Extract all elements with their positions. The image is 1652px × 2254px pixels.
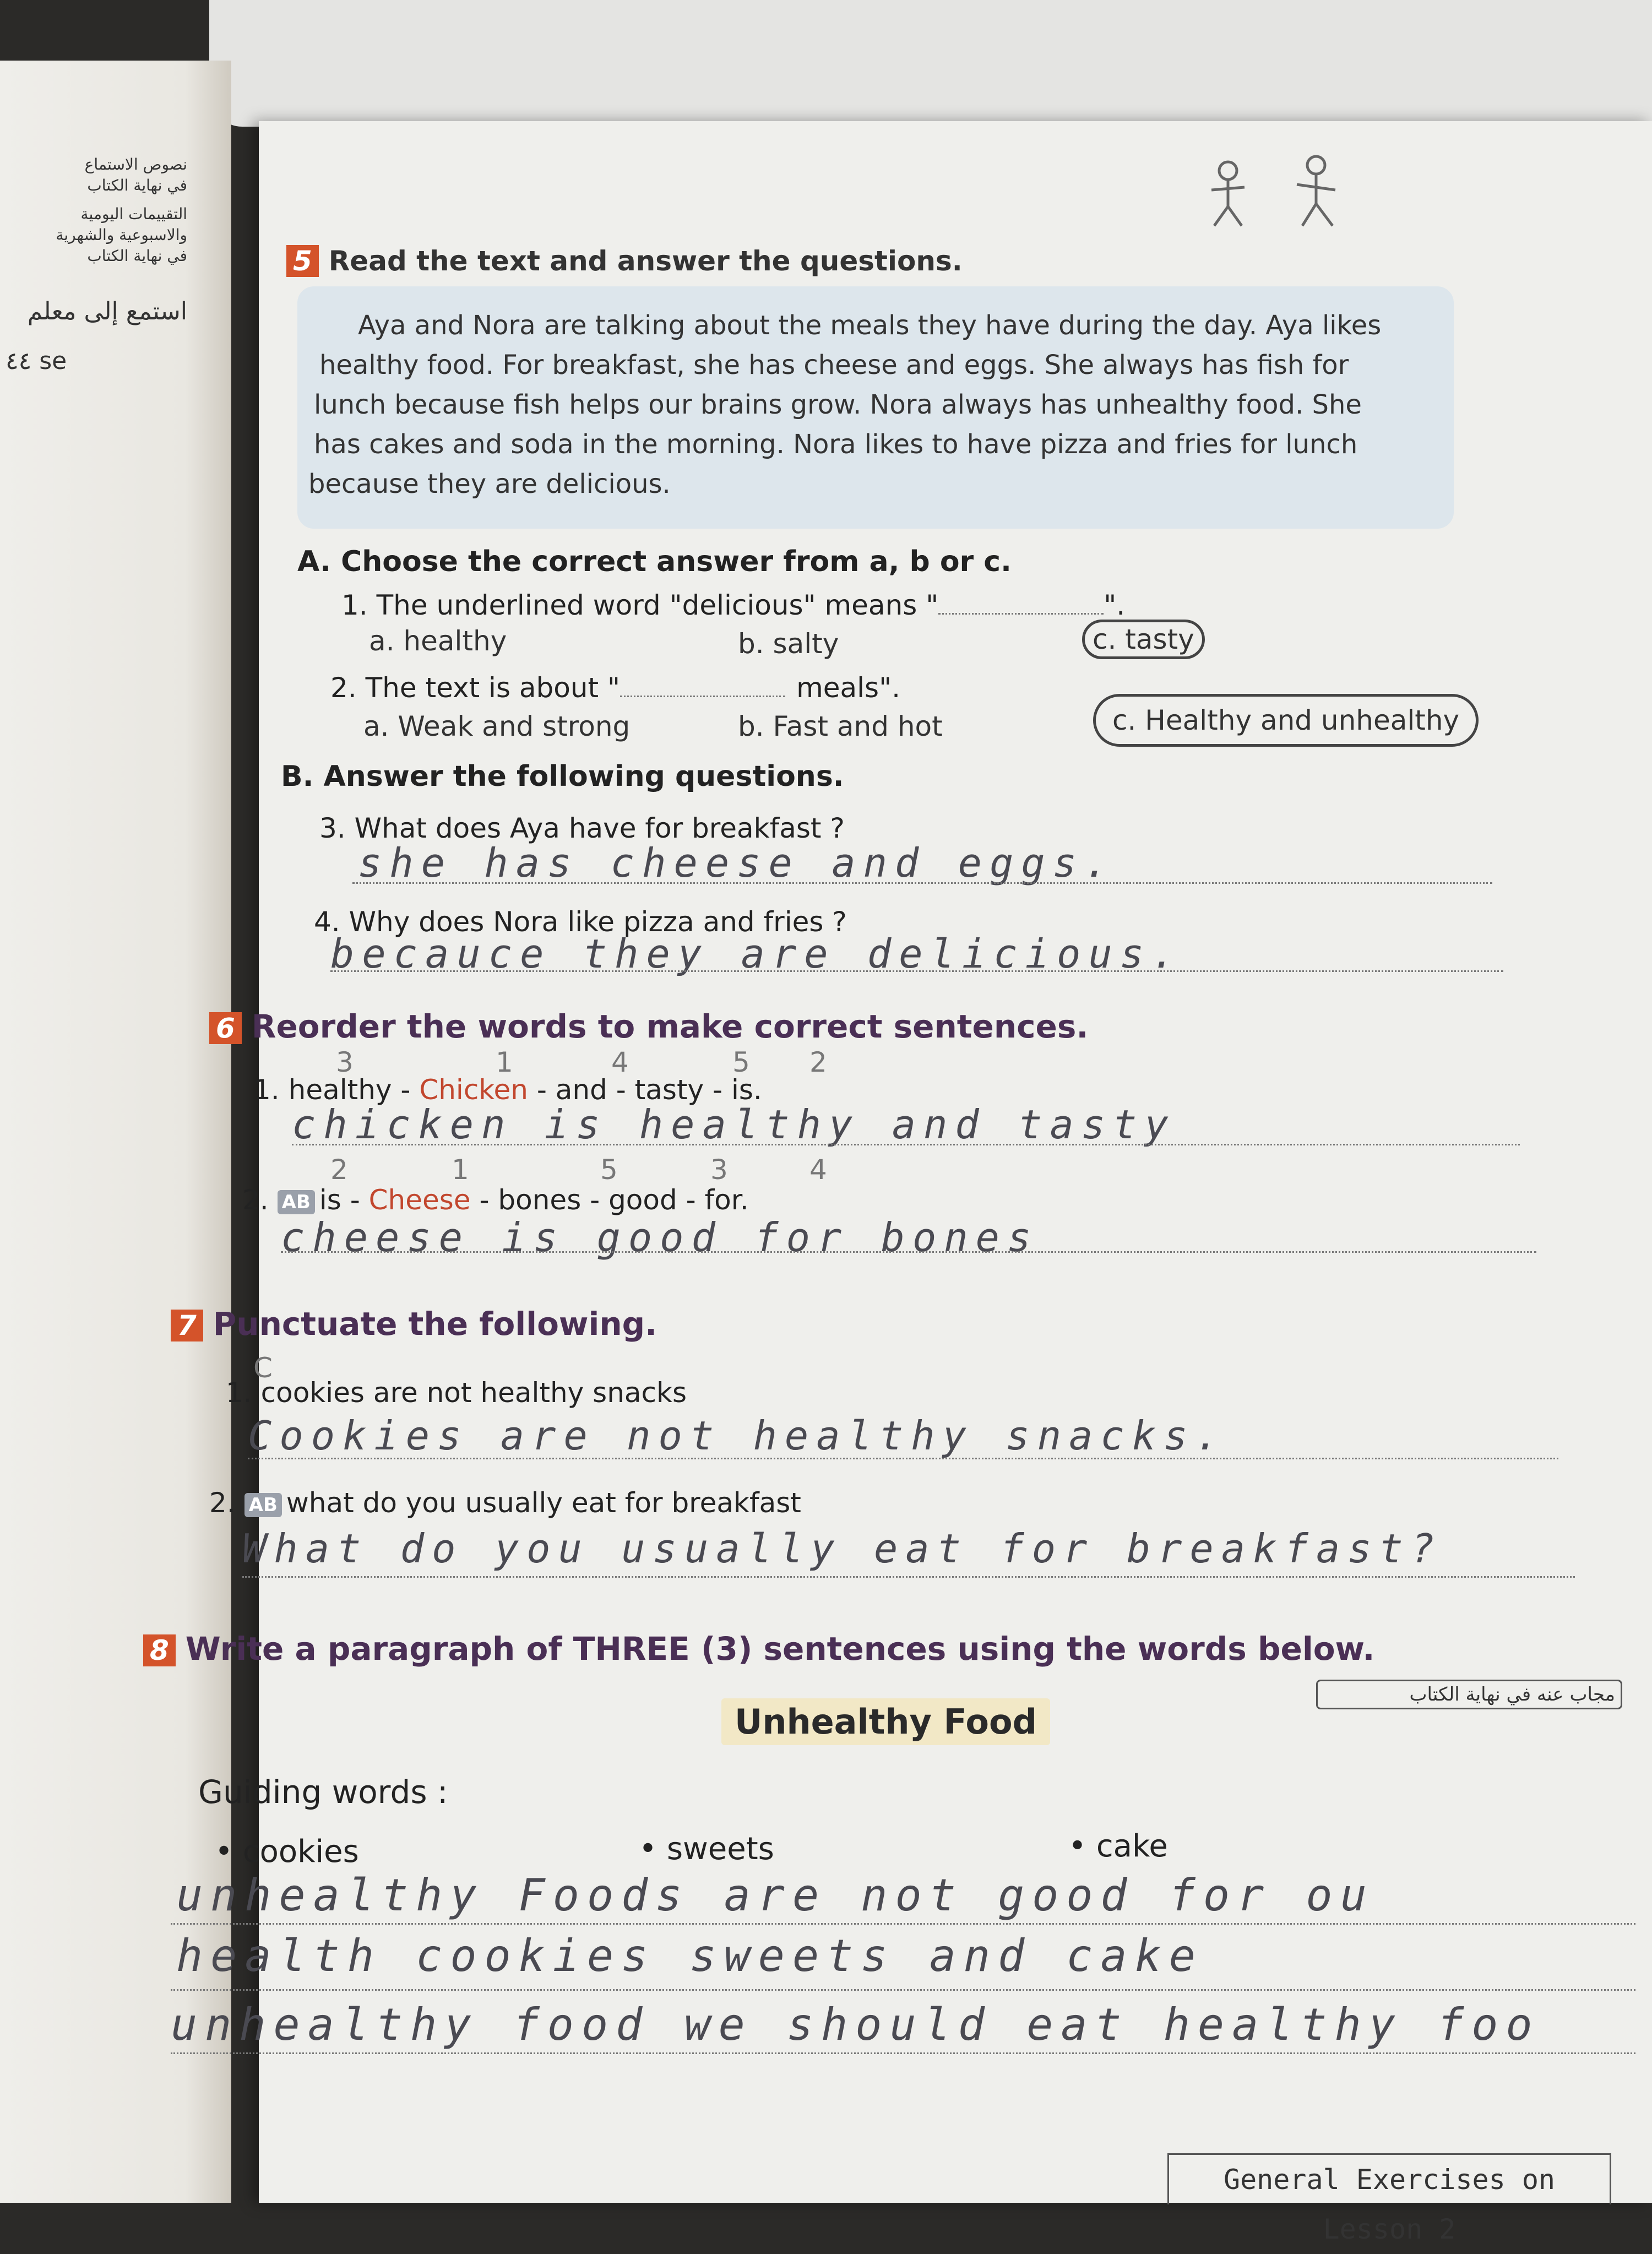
order-mark: 1 bbox=[452, 1154, 469, 1186]
handwritten-answer-4: becauce they are delicious. bbox=[330, 931, 1183, 977]
topic-highlight: Unhealthy Food bbox=[721, 1698, 1050, 1745]
guiding-words-label: Guiding words : bbox=[198, 1773, 448, 1811]
answer-line[interactable] bbox=[248, 1457, 1558, 1459]
word-list: healthy - bbox=[288, 1074, 420, 1106]
question-end: ". bbox=[1104, 589, 1126, 621]
section-title: Write a paragraph of THREE (3) sentences using the words below. bbox=[185, 1630, 1375, 1668]
section-8-heading bbox=[143, 1630, 1374, 1668]
order-mark: 4 bbox=[809, 1154, 827, 1186]
passage-line: healthy food. For breakfast, she has cheese and eggs. She always has fish for bbox=[319, 350, 1349, 381]
q1-option-b[interactable]: b. salty bbox=[738, 628, 839, 660]
word-list: - bones - good - for. bbox=[470, 1184, 749, 1216]
capital-mark: C bbox=[253, 1352, 273, 1384]
order-mark: 2 bbox=[809, 1046, 827, 1078]
question-text: 2. The text is about " bbox=[330, 672, 621, 704]
handwritten-paragraph-line-2: health cookies sweets and cake bbox=[176, 1930, 1203, 1981]
q2-option-b[interactable]: b. Fast and hot bbox=[738, 710, 943, 742]
punctuate-question-2 bbox=[209, 1487, 801, 1519]
section-6-heading bbox=[209, 1008, 1088, 1045]
handwritten-reorder-answer-2: cheese is good for bones bbox=[281, 1214, 1039, 1261]
order-mark: 3 bbox=[710, 1154, 728, 1186]
arabic-line: التقييمات اليومية bbox=[80, 205, 187, 223]
handwritten-reorder-answer-1: chicken is healthy and tasty bbox=[292, 1101, 1176, 1148]
question-number: 2. bbox=[209, 1487, 236, 1519]
section-5-heading bbox=[286, 245, 963, 277]
guiding-word-cake: • cake bbox=[1068, 1828, 1168, 1864]
question-text: 1. The underlined word "delicious" means " bbox=[341, 589, 939, 621]
order-mark: 3 bbox=[336, 1046, 354, 1078]
passage-line: lunch because fish helps our brains grow. Nora always has unhealthy food. She bbox=[314, 389, 1362, 420]
answer-line[interactable] bbox=[171, 1988, 1635, 1991]
guiding-word-sweets: • sweets bbox=[639, 1831, 774, 1867]
section-7-heading bbox=[171, 1305, 657, 1343]
order-mark: 4 bbox=[611, 1046, 629, 1078]
q1-option-c-circled[interactable]: c. tasty bbox=[1082, 620, 1205, 659]
section-title: Read the text and answer the questions. bbox=[328, 245, 963, 277]
answer-line[interactable] bbox=[352, 881, 1492, 884]
ab-badge: AB bbox=[278, 1190, 315, 1214]
order-mark: 2 bbox=[330, 1154, 348, 1186]
page-footer-label: General Exercises on Lesson 2 bbox=[1167, 2153, 1611, 2204]
section-title: Punctuate the following. bbox=[213, 1305, 657, 1343]
sentence-text: cookies are not healthy snacks bbox=[260, 1377, 687, 1409]
section-number-badge: 6 bbox=[209, 1012, 242, 1044]
part-a-heading: A. Choose the correct answer from a, b or c. bbox=[297, 545, 1012, 578]
sentence-text: what do you usually eat for breakfast bbox=[286, 1487, 801, 1519]
arabic-answered-tag: مجاب عنه في نهاية الكتاب bbox=[1316, 1680, 1622, 1709]
answer-line[interactable] bbox=[330, 969, 1503, 972]
punctuate-question-1 bbox=[226, 1377, 687, 1409]
question-3: 3. What does Aya have for breakfast ? bbox=[319, 812, 845, 844]
reading-passage bbox=[308, 306, 1381, 504]
word-list: is - bbox=[319, 1184, 369, 1216]
question-number: 1. bbox=[253, 1074, 280, 1106]
passage-line: because they are delicious. bbox=[308, 469, 671, 499]
passage-line: has cakes and soda in the morning. Nora likes to have pizza and fries for lunch bbox=[314, 429, 1358, 460]
arabic-line: في نهاية الكتاب bbox=[87, 247, 187, 265]
arabic-line: والاسبوعية والشهرية bbox=[56, 226, 187, 244]
section-number-badge: 7 bbox=[171, 1310, 203, 1341]
section-number-badge: 8 bbox=[143, 1634, 176, 1666]
question-end: meals". bbox=[796, 672, 901, 704]
handwritten-paragraph-line-1: unhealthy Foods are not good for ou bbox=[176, 1870, 1374, 1921]
top-page-edge bbox=[209, 0, 1652, 127]
order-mark: 1 bbox=[496, 1046, 513, 1078]
guiding-word-cookies: • cookies bbox=[215, 1834, 359, 1870]
topic-title bbox=[721, 1702, 1050, 1742]
question-4: 4. Why does Nora like pizza and fries ? bbox=[314, 906, 847, 938]
stick-figure-doodle-icon bbox=[1206, 154, 1349, 242]
question-1 bbox=[341, 589, 1125, 621]
answer-line[interactable] bbox=[281, 1250, 1536, 1253]
order-mark: 5 bbox=[732, 1046, 750, 1078]
q2-option-c-circled[interactable]: c. Healthy and unhealthy bbox=[1093, 694, 1479, 747]
left-page-arabic-notes bbox=[11, 154, 187, 267]
ab-badge: AB bbox=[244, 1493, 282, 1517]
left-page-arabic-heading: استمع إلى معلم bbox=[27, 297, 187, 325]
first-word-highlight: Cheese bbox=[368, 1184, 471, 1216]
passage-line: Aya and Nora are talking about the meals they have during the day. Aya likes bbox=[358, 310, 1382, 341]
answer-line[interactable] bbox=[171, 2051, 1635, 2054]
question-number: 1. bbox=[226, 1377, 252, 1409]
handwritten-paragraph-line-3: unhealthy food we should eat healthy foo bbox=[171, 1999, 1540, 2050]
order-mark: 5 bbox=[600, 1154, 618, 1186]
left-page-note: ٤٤ se bbox=[6, 347, 67, 375]
part-b-heading: B. Answer the following questions. bbox=[281, 760, 844, 793]
handwritten-punctuate-answer-1: Cookies are not healthy snacks. bbox=[248, 1413, 1227, 1459]
answer-line[interactable] bbox=[171, 1922, 1635, 1925]
section-title: Reorder the words to make correct sentences. bbox=[251, 1008, 1089, 1045]
question-2 bbox=[330, 672, 900, 704]
arabic-line: نصوص الاستماع bbox=[84, 155, 187, 173]
reorder-question-2 bbox=[242, 1184, 749, 1216]
answer-line[interactable] bbox=[242, 1575, 1575, 1578]
handwritten-answer-3: she has cheese and eggs. bbox=[358, 840, 1116, 886]
q2-option-a[interactable]: a. Weak and strong bbox=[363, 710, 631, 742]
arabic-line: في نهاية الكتاب bbox=[87, 176, 187, 194]
answer-line[interactable] bbox=[292, 1143, 1520, 1145]
question-number: 2. bbox=[242, 1184, 269, 1216]
first-word-highlight: Chicken bbox=[419, 1074, 528, 1106]
q1-option-a[interactable]: a. healthy bbox=[369, 625, 507, 657]
section-number-badge: 5 bbox=[286, 245, 319, 277]
handwritten-punctuate-answer-2: What do you usually eat for breakfast? bbox=[242, 1525, 1443, 1572]
word-list: - and - tasty - is. bbox=[528, 1074, 762, 1106]
answer-blank[interactable] bbox=[938, 612, 1104, 615]
answer-blank[interactable] bbox=[620, 694, 785, 697]
